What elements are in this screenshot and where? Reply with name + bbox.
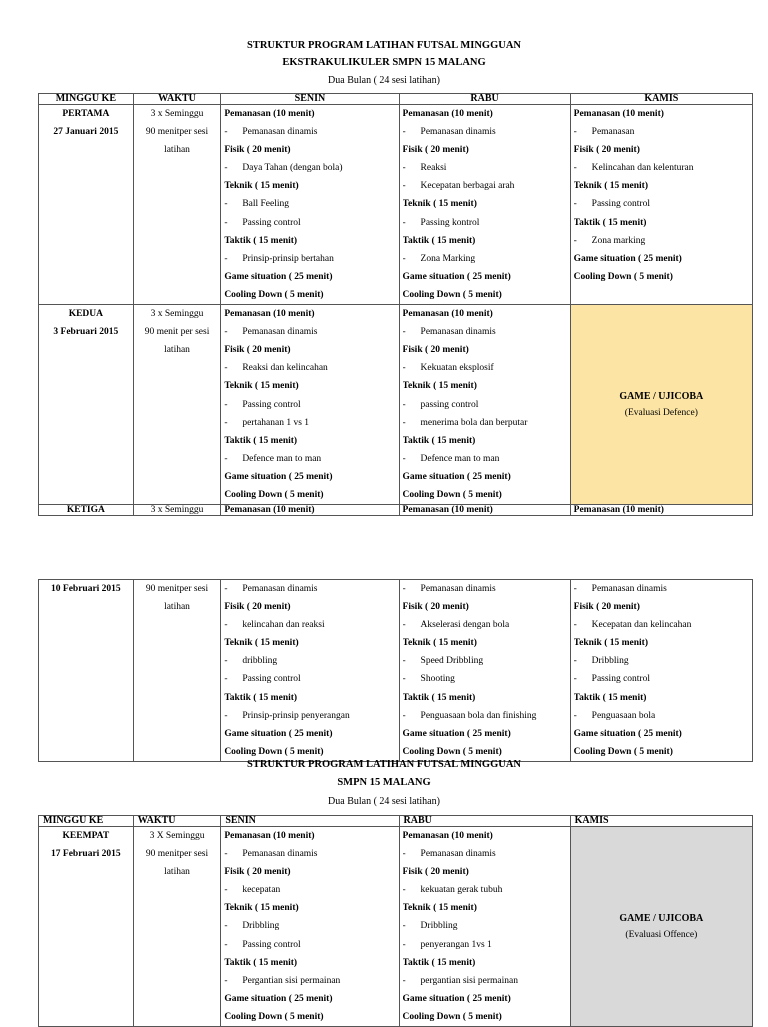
activity-item [574,159,749,177]
bullet-dash: - [224,584,228,594]
session-heading: Game situation ( 25 menit) [224,271,333,282]
cell-text-line: 90 menitper sesi [145,849,209,860]
activity-text: Zona marking [591,235,646,246]
session-heading: Fisik ( 20 menit) [402,345,469,356]
activity-text: Prinsip-prinsip bertahan [242,253,334,264]
cell-text-line: latihan [164,602,190,613]
bullet-dash: - [224,453,228,464]
session-heading: Taktik ( 15 menit) [402,235,476,246]
bullet-dash: - [402,975,406,986]
session-heading: Cooling Down ( 5 menit) [224,489,324,500]
activity-text: pertahanan 1 vs 1 [242,417,310,428]
activity-item [403,323,567,341]
monday-cell [221,305,399,505]
monday-cell: Pemanasan (10 menit) [221,505,399,516]
activity-item [224,195,395,213]
session-heading: Pemanasan (10 menit) [224,109,315,119]
session-heading: Game situation ( 25 menit) [573,728,682,739]
document-subtitle-school: EKSTRAKULIKULER SMPN 15 MALANG [282,57,486,68]
bullet-dash: - [402,674,406,685]
activity-text: Ball Feeling [242,199,290,210]
session-heading: Fisik ( 20 menit) [224,145,291,156]
bullet-dash: - [224,417,228,428]
activity-text: Pemanasan dinamis [242,849,318,860]
activity-text: passing control [420,399,479,410]
bullet-dash: - [402,849,406,860]
session-heading: Teknik ( 15 menit) [224,381,299,392]
activity-item [224,917,395,935]
bullet-dash: - [224,363,228,374]
bullet-dash: - [573,674,577,685]
week-cell [39,305,134,505]
bullet-dash: - [402,417,406,428]
bullet-dash: - [573,584,577,594]
activity-item [224,936,395,954]
bullet-dash: - [402,363,406,374]
session-heading: Cooling Down ( 5 menit) [224,1011,324,1022]
thursday-cell [570,580,752,762]
header-minggu: MINGGU KE [39,816,134,827]
activity-text: Pemanasan dinamis [420,849,496,860]
cell-text-line: latihan [164,867,190,878]
activity-item [224,450,395,468]
session-heading: Cooling Down ( 5 menit) [224,746,324,757]
session-heading: Game situation ( 25 menit) [224,728,333,739]
activity-text: Prinsip-prinsip penyerangan [242,710,350,721]
header-minggu: MINGGU KE [39,94,134,105]
cell-text-line: KEDUA [68,309,104,320]
session-heading: Pemanasan (10 menit) [402,109,493,119]
bullet-dash: - [402,656,406,667]
bullet-dash: - [224,975,228,986]
wednesday-cell [399,105,570,305]
activity-text: Dribbling [591,656,629,667]
activity-item [403,845,567,863]
bullet-dash: - [573,656,577,667]
bullet-dash: - [402,885,406,896]
cell-text-line: 27 Januari 2015 [53,127,119,138]
session-heading: Taktik ( 15 menit) [224,435,298,446]
header-rabu: RABU [399,816,570,827]
bullet-dash: - [224,253,228,264]
session-heading: Teknik ( 15 menit) [224,638,299,649]
session-heading: Game situation ( 25 menit) [402,471,511,482]
thursday-cell: Pemanasan (10 menit) [570,505,752,516]
activity-item [224,159,395,177]
bullet-dash: - [402,399,406,410]
session-heading: Taktik ( 15 menit) [224,692,298,703]
activity-item [224,652,395,670]
monday-cell [221,105,399,305]
bullet-dash: - [224,327,228,338]
activity-text: Passing control [591,199,650,210]
activity-text: Penguasaan bola [591,710,656,721]
wednesday-cell [399,580,570,762]
activity-text: penyerangan 1vs 1 [420,939,492,950]
cell-text-line: 90 menitper sesi [145,584,209,594]
activity-item [224,323,395,341]
activity-text: kelincahan dan reaksi [242,620,325,631]
activity-item [403,450,567,468]
session-heading: Game situation ( 25 menit) [224,993,333,1004]
session-heading: Cooling Down ( 5 menit) [573,271,673,282]
activity-item [224,414,395,432]
cell-text-line: 90 menit per sesi [144,327,210,338]
header-kamis: KAMIS [570,816,752,827]
activity-text: Speed Dribbling [420,656,484,667]
activity-item [403,616,567,634]
wednesday-cell: Pemanasan (10 menit) [399,505,570,516]
activity-text: Reaksi [420,163,447,174]
session-heading: Fisik ( 20 menit) [224,345,291,356]
cell-text-line: KEEMPAT [62,831,110,841]
week-cell [39,580,134,762]
session-heading: Game situation ( 25 menit) [224,471,333,482]
session-heading: Fisik ( 20 menit) [224,867,291,878]
thursday-game-cell [570,827,752,1027]
activity-text: Pemanasan dinamis [242,584,318,594]
game-description: (Evaluasi Offence) [625,930,698,941]
bullet-dash: - [402,453,406,464]
activity-item [403,396,567,414]
session-heading: Pemanasan (10 menit) [402,831,493,841]
bullet-dash: - [402,163,406,174]
bullet-dash: - [402,217,406,228]
game-title: GAME / UJICOBA [619,391,704,403]
session-heading: Teknik ( 15 menit) [402,381,477,392]
activity-item [574,616,749,634]
activity-item [403,670,567,688]
time-cell [133,105,221,305]
activity-text: Passing control [242,674,301,685]
session-heading: Fisik ( 20 menit) [402,867,469,878]
activity-text: Pemanasan dinamis [420,584,496,594]
week-cell [39,105,134,305]
activity-item [224,616,395,634]
session-heading: Game situation ( 25 menit) [402,271,511,282]
table-row [39,505,753,516]
cell-text-line: PERTAMA [62,109,110,119]
table-header-row [39,816,753,827]
activity-text: kekuatan gerak tubuh [420,885,503,896]
activity-item [224,214,395,232]
cell-text-line: 3 Februari 2015 [53,327,119,338]
bullet-dash: - [573,199,577,210]
session-heading: Pemanasan (10 menit) [224,831,315,841]
session-heading: Taktik ( 15 menit) [573,217,647,228]
bullet-dash: - [402,620,406,631]
activity-text: Passing control [242,939,301,950]
time-cell [133,580,221,762]
session-heading: Fisik ( 20 menit) [402,602,469,613]
activity-text: dribbling [242,656,278,667]
table-header-row [39,94,753,105]
thursday-game-cell [570,305,752,505]
activity-item [574,580,749,598]
activity-text: Pemanasan dinamis [420,327,496,338]
session-heading: Fisik ( 20 menit) [573,145,640,156]
activity-item [224,881,395,899]
activity-text: Defence man to man [420,453,500,464]
session-heading: Pemanasan (10 menit) [573,109,664,119]
bullet-dash: - [402,253,406,264]
bullet-dash: - [224,921,228,932]
activity-text: Pemanasan dinamis [591,584,667,594]
cell-text-line: 90 menitper sesi [145,127,209,138]
session-heading: Taktik ( 15 menit) [573,692,647,703]
activity-item [574,232,749,250]
cell-text-line: 3 x Seminggu [150,309,204,320]
session-heading: Game situation ( 25 menit) [402,993,511,1004]
session-heading: Teknik ( 15 menit) [224,903,299,914]
activity-item [224,580,395,598]
activity-item [403,177,567,195]
activity-item [403,707,567,725]
activity-text: pergantian sisi permainan [420,975,518,986]
header-senin: SENIN [221,816,399,827]
activity-text: Passing control [242,399,301,410]
bullet-dash: - [224,163,228,174]
activity-text: Kecepatan dan kelincahan [591,620,692,631]
document-duration-2: Dua Bulan ( 24 sesi latihan) [328,796,440,807]
session-heading: Teknik ( 15 menit) [402,199,477,210]
session-heading: Pemanasan (10 menit) [224,309,315,320]
header-kamis: KAMIS [570,94,752,105]
session-heading: Cooling Down ( 5 menit) [224,289,324,300]
session-heading: Teknik ( 15 menit) [402,903,477,914]
table-row [39,580,753,762]
activity-text: Pergantian sisi permainan [242,975,341,986]
bullet-dash: - [573,710,577,721]
activity-item [403,123,567,141]
bullet-dash: - [402,921,406,932]
week-cell: KETIGA [39,505,134,516]
activity-text: Dribbling [242,921,280,932]
bullet-dash: - [224,199,228,210]
session-heading: Cooling Down ( 5 menit) [402,489,502,500]
wednesday-cell [399,827,570,1027]
session-heading: Cooling Down ( 5 menit) [402,1011,502,1022]
session-heading: Cooling Down ( 5 menit) [573,746,673,757]
table-row [39,105,753,305]
wednesday-cell [399,305,570,505]
activity-text: Penguasaan bola dan finishing [420,710,537,721]
session-heading: Cooling Down ( 5 menit) [402,289,502,300]
activity-text: Zona Marking [420,253,476,264]
session-heading: Taktik ( 15 menit) [402,435,476,446]
activity-item [224,396,395,414]
session-heading: Fisik ( 20 menit) [224,602,291,613]
session-heading: Game situation ( 25 menit) [402,728,511,739]
activity-item [403,359,567,377]
bullet-dash: - [402,181,406,192]
activity-item [403,972,567,990]
activity-item [224,707,395,725]
activity-item [224,123,395,141]
document-title-2: STRUKTUR PROGRAM LATIHAN FUTSAL MINGGUAN [247,759,521,770]
week-cell [39,827,134,1027]
bullet-dash: - [573,127,577,138]
session-heading: Teknik ( 15 menit) [224,181,299,192]
activity-text: Akselerasi dengan bola [420,620,510,631]
bullet-dash: - [573,235,577,246]
cell-text-line: latihan [164,345,190,356]
time-cell [133,305,221,505]
table-row [39,305,753,505]
activity-item [224,845,395,863]
activity-item [574,670,749,688]
activity-item [403,159,567,177]
activity-text: Shooting [420,674,455,685]
session-heading: Pemanasan (10 menit) [402,309,493,320]
bullet-dash: - [224,849,228,860]
activity-text: Kecepatan berbagai arah [420,181,515,192]
header-rabu: RABU [399,94,570,105]
session-heading: Cooling Down ( 5 menit) [402,746,502,757]
monday-cell [221,580,399,762]
time-cell: 3 x Seminggu [133,505,221,516]
document-subtitle-school-2: SMPN 15 MALANG [337,777,431,788]
activity-text: Passing control [242,217,301,228]
activity-text: Defence man to man [242,453,322,464]
session-heading: Taktik ( 15 menit) [224,957,298,968]
activity-item [224,670,395,688]
activity-item [403,580,567,598]
monday-cell [221,827,399,1027]
activity-text: kecepatan [242,885,281,896]
bullet-dash: - [402,710,406,721]
document-duration: Dua Bulan ( 24 sesi latihan) [328,75,440,86]
activity-item [574,652,749,670]
bullet-dash: - [402,939,406,950]
activity-text: Pemanasan dinamis [242,127,318,138]
header-waktu: WAKTU [133,94,221,105]
activity-text: Pemanasan dinamis [242,327,318,338]
header-senin: SENIN [221,94,399,105]
bullet-dash: - [224,217,228,228]
session-heading: Teknik ( 15 menit) [402,638,477,649]
thursday-cell [570,105,752,305]
cell-text-line: 10 Februari 2015 [51,584,121,594]
activity-item [403,917,567,935]
activity-text: Passing control [591,674,650,685]
cell-text-line: 3 X Seminggu [149,831,205,841]
activity-item [574,707,749,725]
bullet-dash: - [224,127,228,138]
activity-text: Dribbling [420,921,458,932]
activity-item [224,250,395,268]
activity-item [403,881,567,899]
bullet-dash: - [573,163,577,174]
session-heading: Teknik ( 15 menit) [573,181,648,192]
bullet-dash: - [224,710,228,721]
bullet-dash: - [224,620,228,631]
activity-item [403,936,567,954]
session-heading: Taktik ( 15 menit) [224,235,298,246]
activity-text: Daya Tahan (dengan bola) [242,163,343,174]
activity-text: Passing kontrol [420,217,480,228]
activity-item [574,195,749,213]
cell-text-line: latihan [164,145,190,156]
session-heading: Fisik ( 20 menit) [573,602,640,613]
activity-item [403,414,567,432]
activity-text: Pemanasan dinamis [420,127,496,138]
schedule-table-1 [38,93,753,516]
activity-text: Pemanasan [591,127,635,138]
cell-text-line: 17 Februari 2015 [51,849,121,860]
activity-item [403,652,567,670]
bullet-dash: - [402,584,406,594]
bullet-dash: - [224,656,228,667]
activity-item [403,214,567,232]
activity-text: Kelincahan dan kelenturan [591,163,694,174]
header-waktu: WAKTU [133,816,221,827]
activity-item [403,250,567,268]
schedule-table-2 [38,815,753,1027]
document-title: STRUKTUR PROGRAM LATIHAN FUTSAL MINGGUAN [247,40,521,51]
activity-item [574,123,749,141]
bullet-dash: - [224,674,228,685]
table-row [39,827,753,1027]
bullet-dash: - [573,620,577,631]
bullet-dash: - [224,939,228,950]
bullet-dash: - [224,399,228,410]
activity-text: Reaksi dan kelincahan [242,363,328,374]
time-cell [133,827,221,1027]
activity-item [224,359,395,377]
activity-text: Kekuatan eksplosif [420,363,494,374]
session-heading: Game situation ( 25 menit) [573,253,682,264]
cell-text-line: 3 x Seminggu [150,109,204,119]
activity-text: menerima bola dan berputar [420,417,528,428]
bullet-dash: - [224,885,228,896]
session-heading: Taktik ( 15 menit) [402,957,476,968]
session-heading: Taktik ( 15 menit) [402,692,476,703]
schedule-table-continuation [38,579,753,762]
bullet-dash: - [402,127,406,138]
game-description: (Evaluasi Defence) [624,408,698,419]
activity-item [224,972,395,990]
bullet-dash: - [402,327,406,338]
session-heading: Teknik ( 15 menit) [573,638,648,649]
game-title: GAME / UJICOBA [619,913,704,925]
session-heading: Fisik ( 20 menit) [402,145,469,156]
